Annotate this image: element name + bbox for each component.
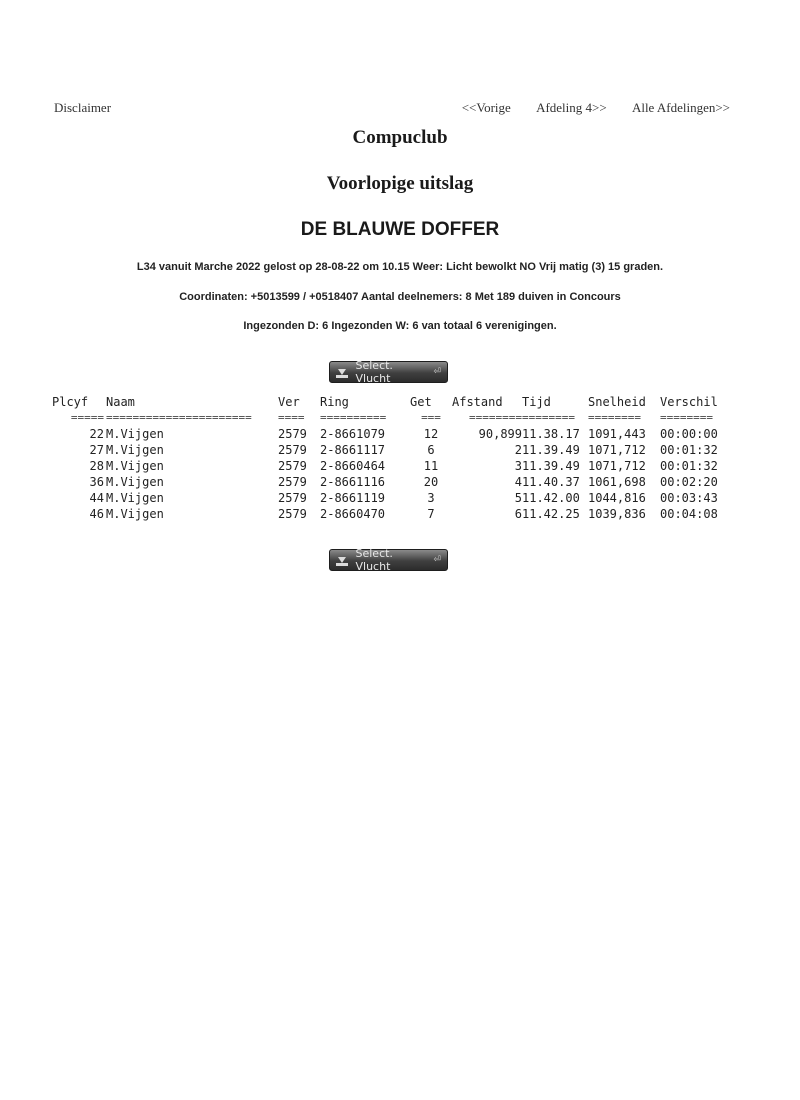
table-row: [52, 490, 724, 506]
top-navigation: [0, 100, 800, 118]
column-header: Ver: [278, 395, 300, 409]
column-header: Tijd: [522, 395, 551, 409]
page-subtitle: Voorlopige uitslag: [326, 173, 474, 194]
cell-plcyf: 22: [89, 427, 104, 441]
separator: ========: [588, 411, 641, 424]
cell-plcyf: 27: [89, 443, 104, 457]
button-label: Select. Vlucht: [355, 359, 393, 385]
enter-icon: ⏎: [433, 555, 441, 565]
cell-ring: 2-8661117: [320, 443, 386, 457]
cell-snelheid: 1044,816: [588, 491, 646, 505]
cell-afstand: 6: [514, 507, 522, 521]
cell-verschil: 00:02:20: [660, 475, 718, 489]
separator: ========: [660, 411, 713, 424]
cell-tijd: 11.39.49: [522, 459, 580, 473]
column-header: Naam: [106, 395, 135, 409]
all-afdelingen-link[interactable]: Alle Afdelingen>>: [631, 100, 730, 115]
cell-naam: M.Vijgen: [106, 459, 164, 473]
column-header: Ring: [320, 395, 349, 409]
download-icon: [336, 366, 349, 378]
afdeling-link[interactable]: Afdeling 4>>: [536, 100, 607, 115]
column-header: Get: [410, 395, 432, 409]
coordinates-info-line: Coordinaten: +5013599 / +0518407 Aantal deelnemers: 8 Met 189 duiven in Concours: [179, 291, 621, 303]
cell-ver: 2579: [278, 491, 307, 505]
cell-ver: 2579: [278, 443, 307, 457]
cell-ver: 2579: [278, 507, 307, 521]
select-vlucht-button-bottom[interactable]: [329, 549, 448, 571]
table-header-row: [52, 394, 724, 410]
cell-afstand: 3: [514, 459, 522, 473]
table-row: [52, 474, 724, 490]
results-table: [52, 394, 724, 522]
cell-ring: 2-8661079: [320, 427, 386, 441]
cell-snelheid: 1091,443: [588, 427, 646, 441]
cell-tijd: 11.38.17: [522, 427, 580, 441]
separator: ====: [278, 411, 305, 424]
cell-tijd: 11.42.00: [522, 491, 580, 505]
cell-naam: M.Vijgen: [106, 507, 164, 521]
cell-verschil: 00:04:08: [660, 507, 718, 521]
cell-snelheid: 1071,712: [588, 459, 646, 473]
nav-links: [440, 100, 730, 116]
cell-naam: M.Vijgen: [106, 475, 164, 489]
select-vlucht-button-top[interactable]: [329, 361, 448, 383]
column-header: Afstand: [452, 395, 503, 409]
cell-plcyf: 44: [89, 491, 104, 505]
cell-naam: M.Vijgen: [106, 491, 164, 505]
column-header: Verschil: [660, 395, 718, 409]
separator: ===: [421, 411, 441, 424]
cell-snelheid: 1061,698: [588, 475, 646, 489]
cell-plcyf: 36: [89, 475, 104, 489]
button-label: Select. Vlucht: [355, 547, 393, 573]
cell-verschil: 00:01:32: [660, 459, 718, 473]
cell-plcyf: 46: [89, 507, 104, 521]
column-header: Plcyf: [52, 395, 89, 409]
race-info-line: L34 vanuit Marche 2022 gelost op 28-08-22 om 10.15 Weer: Licht bewolkt NO Vrij matig (3) 15 graden.: [136, 261, 664, 273]
cell-tijd: 11.39.49: [522, 443, 580, 457]
separator: ==========: [320, 411, 387, 424]
cell-get: 7: [427, 507, 435, 521]
club-title: Compuclub: [352, 127, 448, 148]
table-row: [52, 442, 724, 458]
cell-afstand: 90,899: [478, 427, 522, 441]
column-header: Snelheid: [588, 395, 646, 409]
cell-afstand: 2: [514, 443, 522, 457]
cell-verschil: 00:00:00: [660, 427, 718, 441]
cell-afstand: 4: [514, 475, 522, 489]
cell-snelheid: 1071,712: [588, 443, 646, 457]
cell-ver: 2579: [278, 459, 307, 473]
ingezonden-info-line: Ingezonden D: 6 Ingezonden W: 6 van totaal 6 verenigingen.: [243, 320, 557, 332]
cell-ring: 2-8661119: [320, 491, 386, 505]
cell-get: 20: [423, 475, 439, 489]
cell-ring: 2-8661116: [320, 475, 386, 489]
cell-afstand: 5: [514, 491, 522, 505]
cell-snelheid: 1039,836: [588, 507, 646, 521]
table-body: [52, 426, 724, 522]
cell-ver: 2579: [278, 427, 307, 441]
cell-ring: 2-8660470: [320, 507, 386, 521]
table-separator-row: [52, 410, 724, 426]
cell-plcyf: 28: [89, 459, 104, 473]
cell-naam: M.Vijgen: [106, 443, 164, 457]
table-row: [52, 506, 724, 522]
cell-verschil: 00:03:43: [660, 491, 718, 505]
download-icon: [336, 554, 349, 566]
cell-tijd: 11.42.25: [522, 507, 580, 521]
disclaimer-link[interactable]: Disclaimer: [54, 100, 112, 115]
cell-naam: M.Vijgen: [106, 427, 164, 441]
cell-verschil: 00:01:32: [660, 443, 718, 457]
separator: ========: [469, 411, 522, 424]
separator: ========: [522, 411, 575, 424]
cell-ring: 2-8660464: [320, 459, 386, 473]
separator: =====: [70, 411, 104, 424]
table-row: [52, 458, 724, 474]
separator: ======================: [106, 411, 252, 424]
cell-get: 11: [423, 459, 439, 473]
cell-tijd: 11.40.37: [522, 475, 580, 489]
cell-get: 12: [423, 427, 439, 441]
vereniging-title: DE BLAUWE DOFFER: [300, 219, 500, 240]
cell-ver: 2579: [278, 475, 307, 489]
previous-link[interactable]: <<Vorige: [461, 100, 511, 115]
cell-get: 3: [427, 491, 435, 505]
cell-get: 6: [427, 443, 435, 457]
table-row: [52, 426, 724, 442]
enter-icon: ⏎: [433, 367, 441, 377]
